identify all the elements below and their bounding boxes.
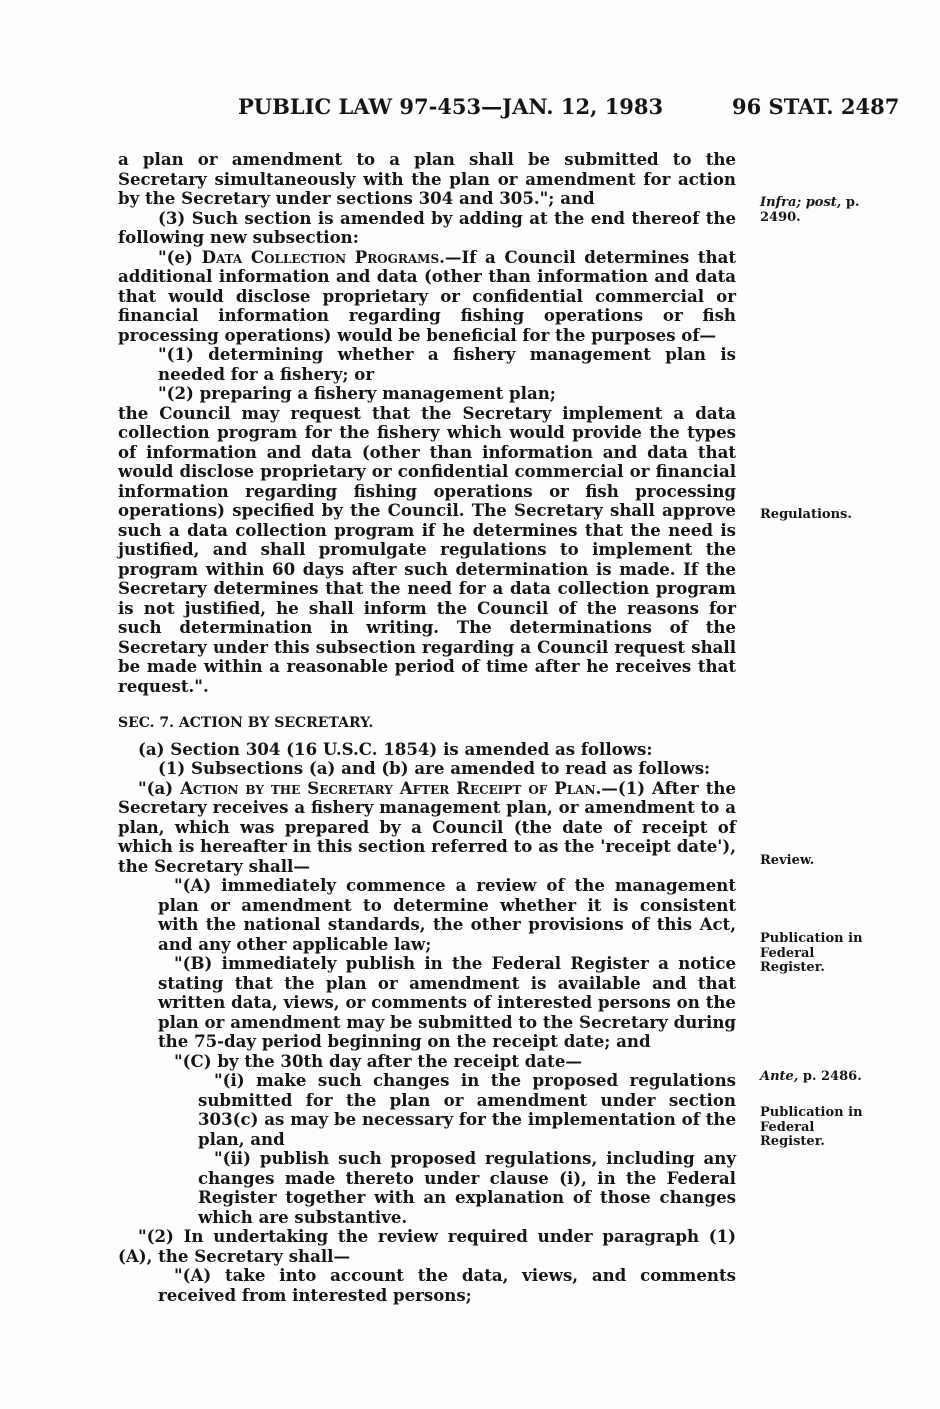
margin-note-ante: [760, 1070, 880, 1085]
running-header-law: PUBLIC LAW 97-453—JAN. 12, 1983: [238, 94, 664, 119]
clause-ii: "(ii) publish such proposed regulations, including any changes made thereto under clause (i), in the Federal Register together with an explanation of those changes which are substantive.: [198, 1148, 736, 1227]
margin-note-ante-text: p. 2486.: [798, 1069, 862, 1084]
margin-note-review: Review.: [760, 853, 815, 868]
paragraph-a: (a) Section 304 (16 U.S.C. 1854) is amended as follows:: [138, 738, 653, 759]
margin-note-infra-italic: Infra; post,: [760, 195, 842, 210]
paragraph-continuation: a plan or amendment to a plan shall be submitted to the Secretary simultaneously with the plan or amendment for action by the Secretary under sections 304 and 305."; and: [118, 149, 736, 208]
section-heading: SEC. 7. ACTION BY SECRETARY.: [118, 715, 374, 731]
clause-B: "(B) immediately publish in the Federal Register a notice stating that the plan or amendment is available and that written data, views, or comments of interested persons on the plan or amendment may be submitted to the Secretary during the 75-day period beginning on the receipt date; and: [158, 953, 736, 1051]
subsection-a-text: —(1) After the Secretary receives a fishery management plan, or amendment to a plan, which was prepared by a Council (the date of receipt of which is hereafter in this section referred to as the 'receipt date'), the Secretary shall—: [118, 777, 736, 876]
margin-note-publication-2: Publication in Federal Register.: [760, 1105, 863, 1149]
subsection-a-lead: "(a): [138, 777, 181, 798]
paragraph-1: (1) Subsections (a) and (b) are amended to read as follows:: [158, 758, 711, 778]
margin-note-infra-text: p. 2490.: [760, 195, 860, 225]
subsection-e: [118, 248, 736, 346]
margin-note-infra: [760, 196, 880, 225]
margin-note-regulations: Regulations.: [760, 507, 852, 522]
clause-A: "(A) immediately commence a review of the management plan or amendment to determine whether it is consistent with the national standards, the other provisions of this Act, and any other applicable law;: [158, 875, 736, 954]
subsection-a-heading: Action by the Secretary After Receipt of Plan.: [180, 777, 602, 798]
subsection-a: [118, 779, 736, 877]
margin-note-ante-italic: Ante,: [760, 1069, 799, 1084]
subsection-e-lead: "(e): [158, 246, 202, 267]
item-1-text: "(1) determining whether a fishery management plan is needed for a fishery; or: [158, 344, 736, 384]
clause-i: "(i) make such changes in the proposed regulations submitted for the plan or amendment under section 303(c) as may be necessary for the implementation of the plan, and: [198, 1070, 736, 1149]
item-1: [118, 345, 736, 384]
subsection-e-text: —If a Council determines that additional information and data (other than information and data that would disclose proprietary or confidential commercial or financial information regarding fishing operations or fish processing operations) would be beneficial for the purposes of—: [118, 246, 736, 345]
running-header-stat: 96 STAT. 2487: [732, 94, 900, 119]
item-2: "(2) preparing a fishery management plan;: [158, 383, 556, 403]
clause-C: "(C) by the 30th day after the receipt date—: [174, 1050, 582, 1071]
paragraph-3: (3) Such section is amended by adding at the end thereof the following new subsection:: [118, 207, 736, 247]
body-text: [118, 150, 736, 1305]
paragraph-council-request: the Council may request that the Secretary implement a data collection program for the fishery which would provide the types of information and data (other than information and data that would disclose proprietary or confidential commercial or financial information regarding fishing operations or fish processing operations) specified by the Council. The Secretary shall approve such a data collection program if he determines that the need is justified, and shall promulgate regulations to implement the program within 60 days after such determination is made. If the Secretary determines that the need for a data collection program is not justified, he shall inform the Council of the reasons for such determination in writing. The determinations of the Secretary under this subsection regarding a Council request shall be made within a reasonable period of time after he receives that request.".: [118, 402, 736, 696]
paragraph-2: "(2) In undertaking the review required under paragraph (1)(A), the Secretary shall—: [118, 1226, 736, 1266]
clause-2A: "(A) take into account the data, views, and comments received from interested persons;: [158, 1265, 736, 1305]
subsection-e-heading: Data Collection Programs.: [201, 246, 445, 267]
margin-note-publication-1: Publication in Federal Register.: [760, 931, 863, 975]
